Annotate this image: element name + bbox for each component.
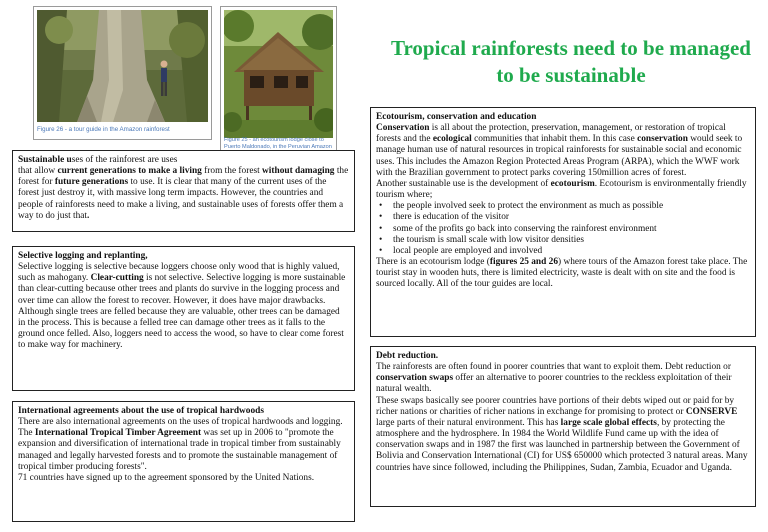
text-span: , by protecting the atmosphere and the hydrosphere. In 1984 the World Wildlife Fund came up with the idea of conservation swaps and in 1987 the first was launched in partnership between the Government of Bolivia and Conservation International (CI) for US$ 650000 which protected 3 natural areas. Many countries have since followed, including the Philippines, Sudan, Zambia, Ecuador and Uganda. bbox=[376, 417, 748, 473]
text-span: is not selective. Selective logging is more sustainable than clear-cutting because other trees and plants do survive in the logging process and over time can allow the forest to recover. However, it does have major drawbacks. Although single trees are felled because they are valuable, other trees can be damaged in the process. This is because a felled tree can damage other trees as it falls to the ground once felled. Also, loggers need to access the wood, so have to clear come forest to make way for machinery. bbox=[18, 273, 346, 351]
text-span: ) where tours of the Amazon forest take place. The tourist stay in wooden huts, there is limited electricity, waste is dealt with on site and the food is sourced locally. All of the tour guides are local. bbox=[376, 257, 748, 290]
key-phrase: large scale global effects bbox=[560, 417, 657, 428]
sustainable-uses-text bbox=[18, 155, 349, 222]
text-span: from the forest bbox=[201, 166, 263, 177]
ecotourism-lodge-text bbox=[376, 257, 750, 290]
ecotourism-criteria-list bbox=[376, 201, 750, 257]
text-span: . bbox=[87, 210, 90, 221]
key-phrase: figures 25 and 26 bbox=[489, 257, 559, 268]
rainforest-tree-photo bbox=[37, 10, 208, 122]
text-span: offer an alternative to poorer countries to the reckless exploitation of their natural wealth. bbox=[376, 373, 732, 395]
figure-26 bbox=[33, 6, 212, 140]
text-span: to use. It is clear that many of the current uses of the forest just destroy it, with massive long term impacts. However, the countries and people of rainforests need to make a living, and sustainable uses of forests offer them a way to do just that bbox=[18, 177, 344, 221]
text-span: Selective logging is selective because loggers choose only wood that is highly valued, such as mahogany. bbox=[18, 262, 340, 284]
text-span: The rainforests are often found in poorer countries that want to exploit them. Debt reduction or bbox=[376, 362, 731, 373]
text-span: communities that inhabit them. In this case bbox=[471, 134, 638, 145]
key-phrase: current generations to make a living bbox=[57, 166, 202, 177]
key-phrase: conservation swaps bbox=[376, 373, 454, 384]
ecotourism-intro bbox=[376, 179, 750, 201]
key-phrase: Clear-cutting bbox=[90, 273, 144, 284]
list-item: • the tourism is small scale with low visitor densities bbox=[376, 235, 750, 246]
figure-25 bbox=[220, 6, 337, 159]
key-phrase: CONSERVE bbox=[685, 406, 738, 417]
international-agreements-box bbox=[12, 401, 355, 522]
key-phrase: without damaging bbox=[262, 166, 335, 177]
selective-logging-text bbox=[18, 262, 349, 351]
text-span: is all about the protection, preservation, management, or restoration of tropical forests and the bbox=[376, 123, 726, 145]
text-span: ses of the rainforest are uses bbox=[71, 155, 178, 165]
list-item: • the people involved seek to protect the environment as much as possible bbox=[376, 201, 750, 212]
figure-26-caption: Figure 26 - a tour guide in the Amazon rainforest bbox=[37, 126, 170, 133]
list-item: • some of the profits go back into conserving the rainforest environment bbox=[376, 224, 750, 235]
key-phrase: Conservation bbox=[376, 123, 430, 134]
ecotourism-lodge-photo bbox=[224, 10, 333, 138]
key-phrase: International Tropical Timber Agreement bbox=[34, 428, 202, 439]
sustainable-term: Sustainable u bbox=[18, 155, 72, 165]
text-span: was set up in 2006 to "promote the expansion and diversification of international trade in tropical timber from sustainably managed and legally harvested forests and to promote the sustainable management of tropical timber producing forests". bbox=[18, 428, 341, 472]
text-span: that allow bbox=[18, 166, 58, 177]
debt-heading: Debt reduction. bbox=[376, 351, 439, 361]
key-phrase: conservation bbox=[637, 134, 688, 145]
text-span: would seek to manage human use of natural resources in tropical rainforests for sustainable social and economic uses. This includes the Amazon Region Protected Areas Program (ARPA), which the WWF work with the Brazilian government to protect parks covering 150million acres of forest. bbox=[376, 134, 743, 178]
key-phrase: future generations bbox=[54, 177, 129, 188]
figure-25-caption: Figure 25 - an ecotourism lodge close to Puerto Maldonado, in the Peruvian Amazon bbox=[224, 137, 332, 150]
agreements-text bbox=[18, 417, 349, 473]
debt-intro bbox=[376, 362, 750, 395]
list-item: • there is education of the visitor bbox=[376, 212, 750, 223]
text-span: There are also international agreements on the uses of tropical hardwoods and logging. The bbox=[18, 417, 343, 439]
selective-logging-heading: Selective logging and replanting, bbox=[18, 251, 148, 261]
conservation-text bbox=[376, 123, 750, 179]
list-item: • local people are employed and involved bbox=[376, 246, 750, 257]
key-phrase: ecotourism bbox=[550, 178, 595, 189]
text-span: . Ecotourism is environmentally friendly tourism where; bbox=[376, 178, 747, 201]
ecotourism-box bbox=[370, 107, 756, 337]
text-span: large parts of their natural environment. This has bbox=[376, 417, 561, 428]
text-span: the forest for bbox=[18, 166, 349, 188]
debt-swaps-text bbox=[376, 396, 750, 474]
agreements-heading: International agreements about the use of tropical hardwoods bbox=[18, 406, 264, 416]
key-phrase: ecological bbox=[432, 134, 472, 145]
ecotourism-heading: Ecotourism, conservation and education bbox=[376, 112, 537, 122]
sustainable-uses-box bbox=[12, 150, 355, 232]
text-span: Another sustainable use is the development of bbox=[376, 178, 551, 189]
selective-logging-box bbox=[12, 246, 355, 391]
text-span: There is an ecotourism lodge ( bbox=[376, 257, 490, 268]
debt-reduction-box bbox=[370, 346, 756, 507]
text-span: These swaps basically see poorer countries have portions of their debts wiped out or paid for by richer nations or charities of richer nations in exchange for promising to protect or bbox=[376, 395, 735, 417]
page-title: Tropical rainforests need to be managed to be sustainable bbox=[391, 36, 751, 87]
agreements-signatories: 71 countries have signed up to the agreement sponsored by the United Nations. bbox=[18, 472, 315, 483]
